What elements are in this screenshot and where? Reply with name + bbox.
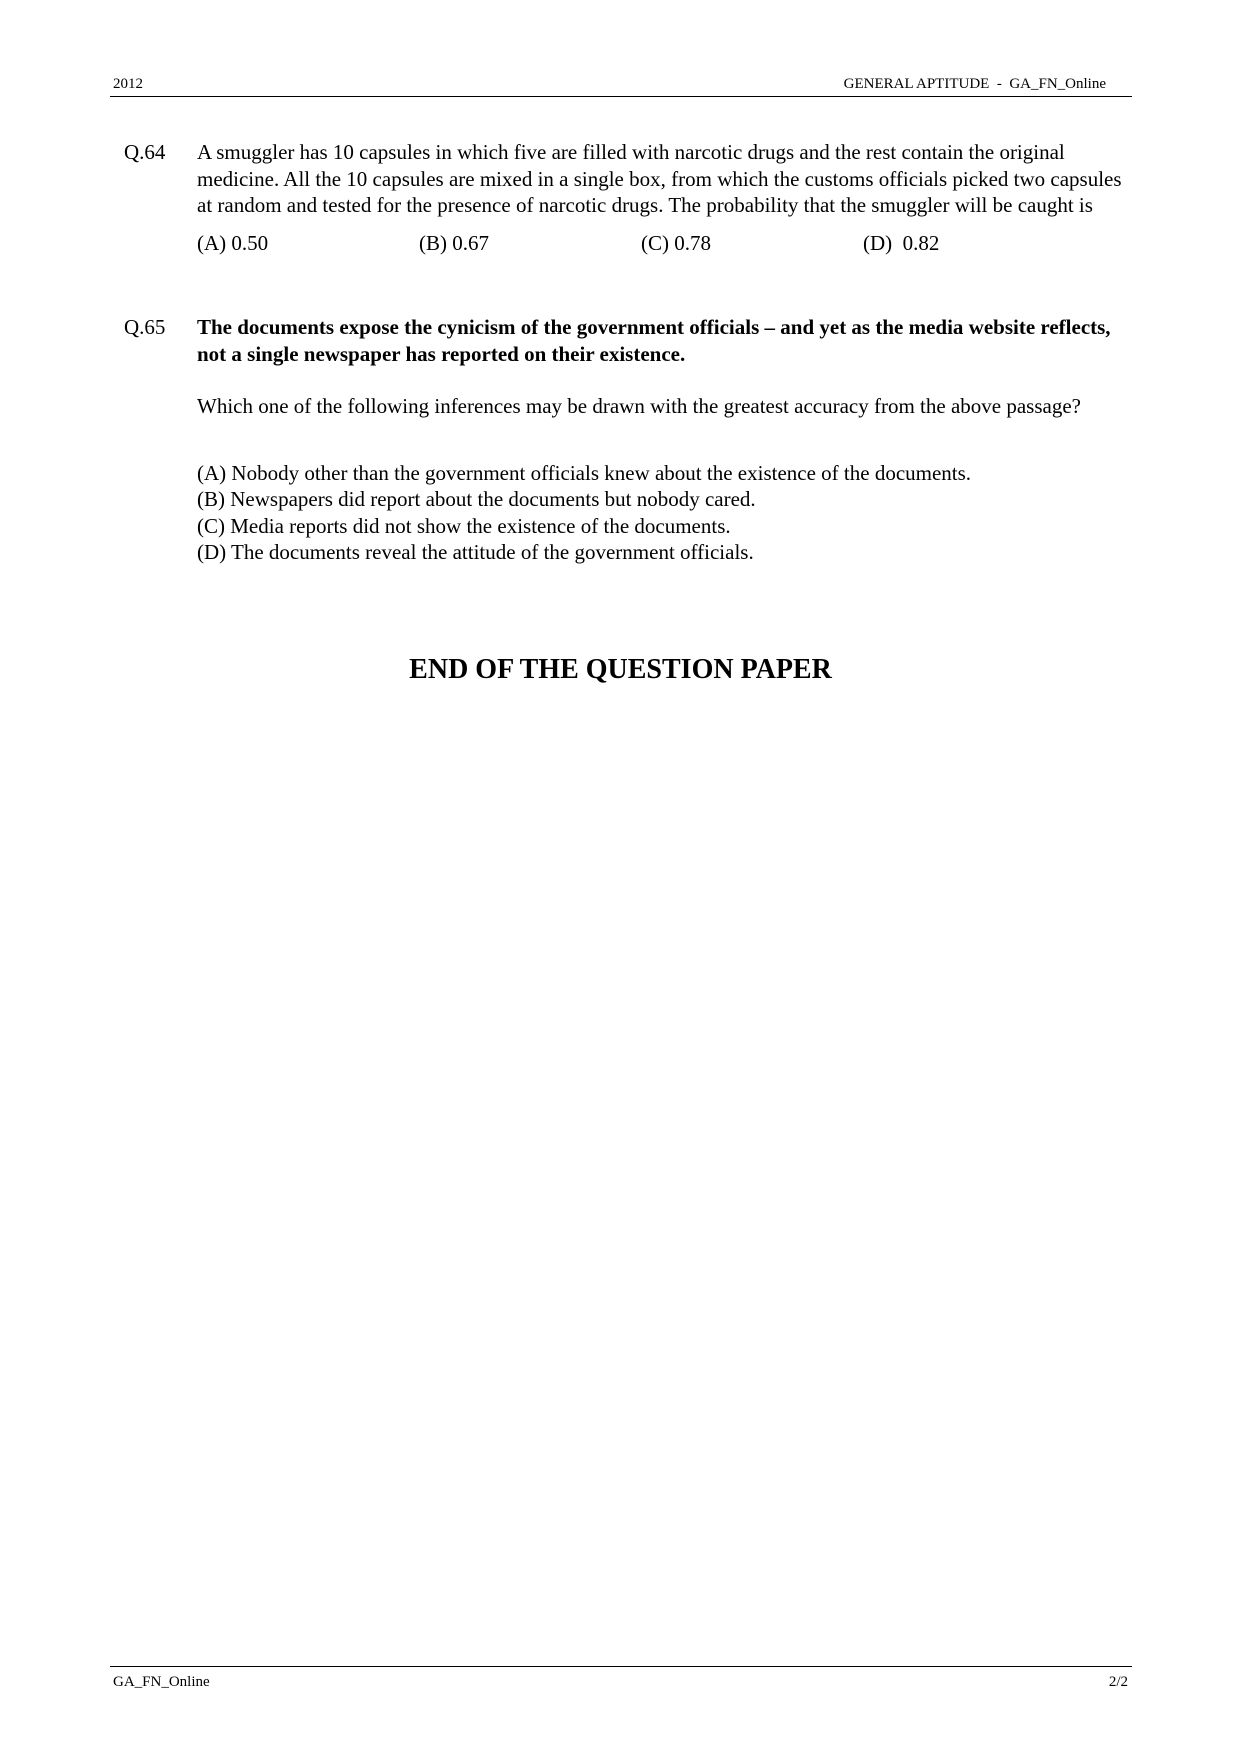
option-c: (C) 0.78 (641, 230, 711, 255)
header-year: 2012 (113, 76, 143, 92)
page-number: 2/2 (1108, 1674, 1128, 1690)
options-list (197, 460, 1122, 566)
question-body (197, 314, 1122, 566)
question-body (197, 139, 1122, 257)
option-b: (B) Newspapers did report about the documents but nobody cared. (197, 487, 756, 511)
option-d: (D) The documents reveal the attitude of the government officials. (197, 540, 754, 564)
option-d: (D) 0.82 (863, 230, 940, 255)
footer-code: GA_FN_Online (113, 1674, 210, 1690)
header-title: GENERAL APTITUDE - GA_FN_Online (843, 76, 1106, 92)
question-number: Q.65 (124, 315, 166, 339)
option-c: (C) Media reports did not show the existence of the documents. (197, 513, 731, 538)
options-row (197, 230, 1122, 257)
option-b: (B) 0.67 (419, 230, 489, 255)
question-number: Q.64 (124, 140, 166, 164)
option-a: (A) 0.50 (197, 230, 269, 255)
question-text: A smuggler has 10 capsules in which five are filled with narcotic drugs and the rest contain the original medicine. All the 10 capsules are mixed in a single box, from which the customs officials picked two capsules at random and tested for the presence of narcotic drugs. The probability that the smuggler will be caught is (197, 140, 1122, 217)
option-a: (A) Nobody other than the government officials knew about the existence of the documents. (197, 460, 972, 485)
question-passage: The documents expose the cynicism of the government officials – and yet as the media website reflects, not a single newspaper has reported on their existence. (197, 315, 1111, 366)
question-prompt: Which one of the following inferences may be drawn with the greatest accuracy from the above passage? (197, 394, 1081, 418)
end-of-paper-heading: END OF THE QUESTION PAPER (409, 654, 832, 685)
page-header (110, 74, 1132, 97)
page-footer (110, 1666, 1132, 1690)
